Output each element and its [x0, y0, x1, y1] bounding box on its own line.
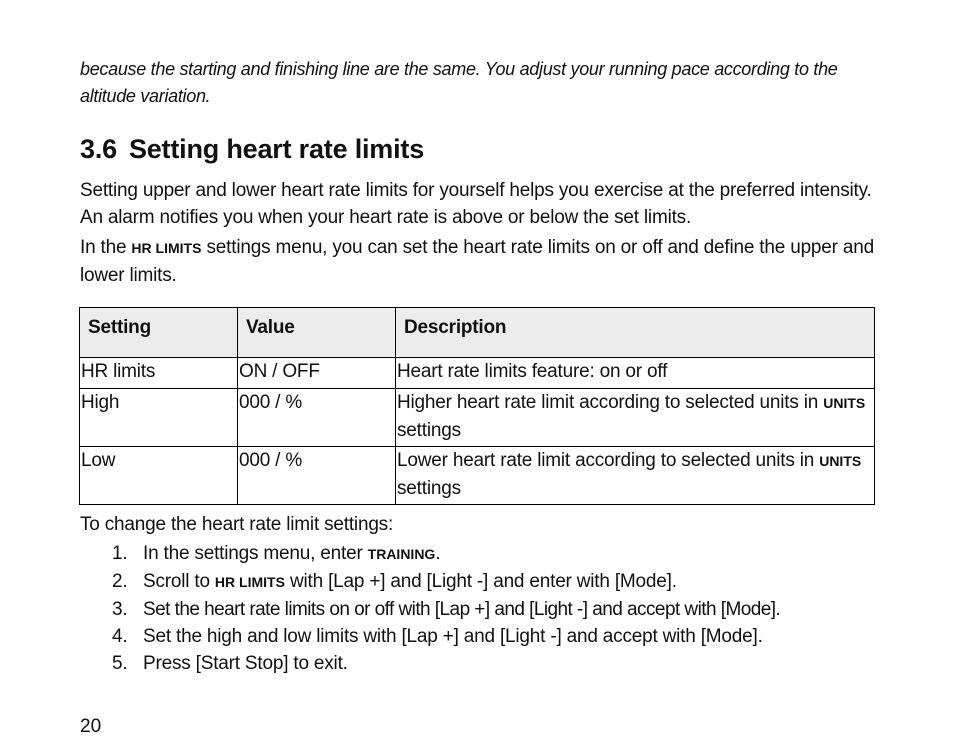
paragraph-intro: Setting upper and lower heart rate limits for yourself helps you exercise at the preferred intensity. An alarm notifies you when your heart rate is above or below the set limits.	[80, 180, 872, 228]
training-menu-name: TRAINING	[367, 546, 436, 562]
cell-description	[396, 358, 875, 389]
list-item	[80, 650, 900, 677]
cell-description	[396, 447, 875, 505]
step-text-after: .	[435, 543, 441, 564]
cell-setting: Low	[80, 447, 238, 505]
list-item	[80, 568, 900, 596]
step-number: 3.	[112, 599, 128, 620]
table-row	[80, 389, 875, 447]
description-text-after: settings	[397, 420, 461, 441]
header-setting: Setting	[80, 308, 238, 358]
intro-text: because the starting and finishing line are the same. You adjust your running pace according to the altitude variation.	[80, 59, 838, 106]
steps-intro: To change the heart rate limit settings:	[80, 514, 394, 535]
step-text: Set the high and low limits with [Lap +] and [Light -] and accept with [Mode].	[143, 626, 763, 647]
settings-table	[79, 307, 875, 505]
step-number: 1.	[112, 543, 128, 564]
page-number: 20	[80, 716, 102, 737]
list-item	[80, 540, 900, 568]
step-text-after: with [Lap +] and [Light -] and enter with [Mode].	[284, 571, 677, 592]
step-number: 2.	[112, 571, 128, 592]
table-row	[80, 447, 875, 505]
steps-list	[80, 540, 900, 677]
paragraph-menu	[80, 234, 880, 289]
section-number: 3.6	[80, 134, 117, 164]
cell-value: ON / OFF	[238, 358, 396, 389]
hr-limits-menu-name: HR LIMITS	[131, 240, 202, 256]
step-number: 4.	[112, 626, 128, 647]
units-menu-name: UNITS	[819, 453, 862, 469]
table-header-row	[80, 308, 875, 358]
step-text-before: In the settings menu, enter	[143, 543, 368, 564]
cell-description	[396, 389, 875, 447]
list-item	[80, 623, 900, 650]
cell-value: 000 / %	[238, 389, 396, 447]
section-heading	[80, 133, 424, 165]
paragraph-menu-after: settings menu, you can set the heart rate limits on or off and define the upper and lower limits.	[80, 237, 874, 286]
description-text-after: settings	[397, 478, 461, 499]
description-text: Lower heart rate limit according to selected units in	[397, 450, 820, 471]
paragraph-menu-before: In the	[80, 237, 132, 258]
step-text	[143, 540, 440, 568]
table-row	[80, 358, 875, 389]
header-description: Description	[396, 308, 875, 358]
step-text: Press [Start Stop] to exit.	[143, 653, 348, 674]
step-text-before: Scroll to	[143, 571, 215, 592]
cell-value: 000 / %	[238, 447, 396, 505]
header-value: Value	[238, 308, 396, 358]
hr-limits-menu-name: HR LIMITS	[214, 574, 285, 590]
cell-setting: HR limits	[80, 358, 238, 389]
description-text: Higher heart rate limit according to selected units in	[397, 392, 824, 413]
step-text: Set the heart rate limits on or off with [Lap +] and [Light -] and accept with [Mode].	[143, 599, 781, 620]
list-item	[80, 596, 900, 623]
description-text: Heart rate limits feature: on or off	[397, 361, 668, 382]
cell-setting: High	[80, 389, 238, 447]
section-title: Setting heart rate limits	[128, 134, 425, 164]
units-menu-name: UNITS	[823, 395, 866, 411]
step-text	[143, 568, 677, 596]
step-number: 5.	[112, 653, 128, 674]
